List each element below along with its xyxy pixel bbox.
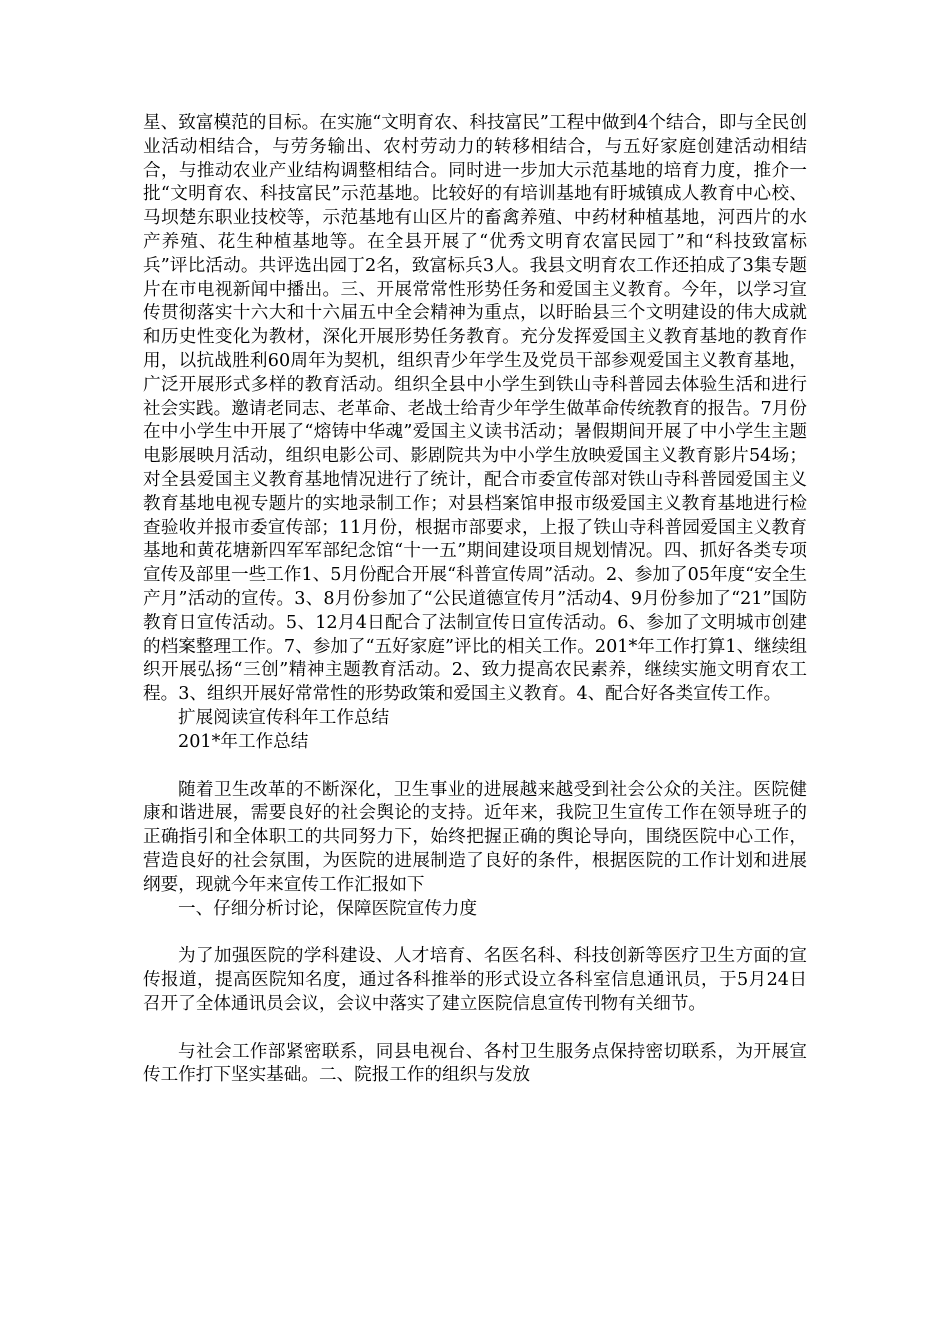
body-paragraph-4: 与社会工作部紧密联系，同县电视台、各村卫生服务点保持密切联系，为开展宣传工作打下坚实基础。二、院报工作的组织与发放 bbox=[143, 1041, 807, 1086]
document-page bbox=[143, 112, 807, 1088]
body-paragraph-1: 星、致富模范的目标。在实施“文明育农、科技富民”工程中做到4个结合，即与全民创业活动相结合，与劳务输出、农村劳动力的转移相结合，与五好家庭创建活动相结合，与推动农业产业结构调整相结合。同时进一步加大示范基地的培育力度，推介一批“文明育农、科技富民”示范基地。比较好的有培训基地有盱城镇成人教育中心校、马坝楚东职业技校等，示范基地有山区片的畜禽养殖、中药材种植基地，河西片的水产养殖、花生种植基地等。在全县开展了“优秀文明育农富民园丁”和“科技致富标兵”评比活动。共评选出园丁2名，致富标兵3人。我县文明育农工作还拍成了3集专题片在市电视新闻中播出。三、开展常常性形势任务和爱国主义教育。今年，以学习宣传贯彻落实十六大和十六届五中全会精神为重点，以盱眙县三个文明建设的伟大成就和历史性变化为教材，深化开展形势任务教育。充分发挥爱国主义教育基地的教育作用，以抗战胜利60周年为契机，组织青少年学生及党员干部参观爱国主义教育基地，广泛开展形式多样的教育活动。组织全县中小学生到铁山寺科普园去体验生活和进行社会实践。邀请老同志、老革命、老战士给青少年学生做革命传统教育的报告。7月份在中小学生中开展了“熔铸中华魂”爱国主义读书活动；暑假期间开展了中小学生主题电影展映月活动，组织电影公司、影剧院共为中小学生放映爱国主义教育影片54场；对全县爱国主义教育基地情况进行了统计，配合市委宣传部对铁山寺科普园爱国主义教育基地电视专题片的实地录制工作；对县档案馆申报市级爱国主义教育基地进行检查验收并报市委宣传部；11月份，根据市部要求，上报了铁山寺科普园爱国主义教育基地和黄花塘新四军军部纪念馆“十一五”期间建设项目规划情况。四、抓好各类专项宣传及部里一些工作1、5月份配合开展“科普宣传周”活动。2、参加了05年度“安全生产月”活动的宣传。3、8月份参加了“公民道德宣传月”活动4、9月份参加了“21”国防教育日宣传活动。5、12月4日配合了法制宣传日宣传活动。6、参加了文明城市创建的档案整理工作。7、参加了“五好家庭”评比的相关工作。201*年工作打算1、继续组织开展弘扬“三创”精神主题教育活动。2、致力提高农民素养，继续实施文明育农工程。3、组织开展好常常性的形势政策和爱国主义教育。4、配合好各类宣传工作。 bbox=[143, 113, 807, 705]
section-heading-annual-summary: 201*年工作总结 bbox=[178, 731, 309, 752]
body-paragraph-2: 随着卫生改革的不断深化，卫生事业的进展越来越受到社会公众的关注。医院健康和谐进展，需要良好的社会舆论的支持。近年来，我院卫生宣传工作在领导班子的正确指引和全体职工的共同努力下，始终把握正确的舆论导向，围绕医院中心工作，营造良好的社会氛围，为医院的进展制造了良好的条件，根据医院的工作计划和进展纲要，现就今年来宣传工作汇报如下 bbox=[143, 779, 807, 895]
body-paragraph-3: 为了加强医院的学科建设、人才培育、名医名科、科技创新等医疗卫生方面的宣传报道，提高医院知名度，通过各科推举的形式设立各科室信息通讯员，于5月24日召开了全体通讯员会议，会议中落实了建立医院信息宣传刊物有关细节。 bbox=[143, 946, 807, 1014]
section-heading-extended-reading: 扩展阅读宣传科年工作总结 bbox=[178, 707, 390, 728]
section-heading-analysis: 一、仔细分析讨论，保障医院宣传力度 bbox=[178, 898, 478, 919]
